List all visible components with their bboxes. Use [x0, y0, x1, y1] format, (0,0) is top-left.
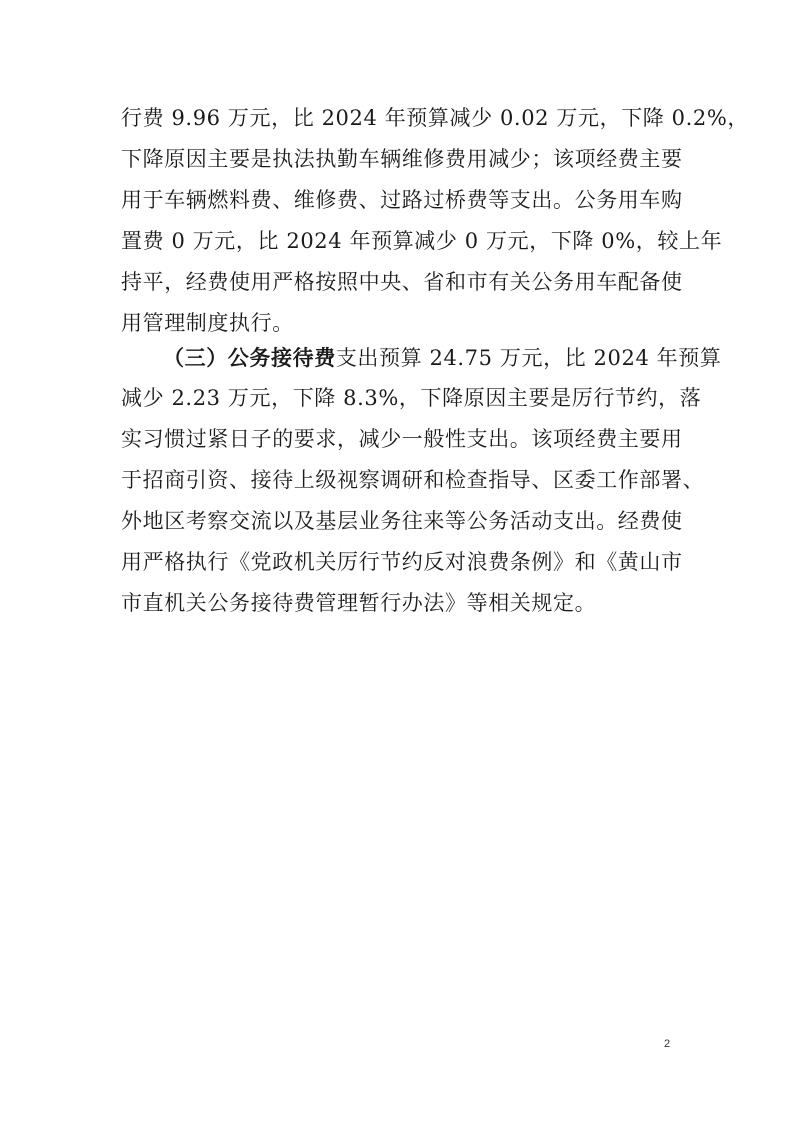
text-line: 用于车辆燃料费、维修费、过路过桥费等支出。公务用车购 — [121, 188, 683, 212]
text-line: 持平，经费使用严格按照中央、省和市有关公务用车配备使 — [121, 270, 683, 294]
section-heading: （三）公务接待费 — [163, 345, 336, 370]
text-line: 行费 9.96 万元，比 2024 年预算减少 0.02 万元，下降 0.2%， — [121, 106, 750, 130]
page-number: 2 — [664, 1038, 671, 1050]
text-line: 于招商引资、接待上级视察调研和检查指导、区委工作部署、 — [121, 468, 705, 492]
text-line: 用严格执行《党政机关厉行节约反对浪费条例》和《黄山市 — [121, 550, 683, 574]
text-line: 实习惯过紧日子的要求，减少一般性支出。该项经费主要用 — [121, 427, 683, 451]
text-line: 置费 0 万元，比 2024 年预算减少 0 万元，下降 0%，较上年 — [121, 229, 723, 253]
text-line: 市直机关公务接待费管理暂行办法》等相关规定。 — [121, 591, 597, 615]
paragraph-reception-expenses — [121, 337, 722, 624]
text-line-rest: 支出预算 24.75 万元，比 2024 年预算 — [335, 346, 722, 370]
text-line-first — [121, 337, 722, 378]
text-line: 减少 2.23 万元，下降 8.3%，下降原因主要是厉行节约，落 — [121, 386, 702, 410]
text-line: 外地区考察交流以及基层业务往来等公务活动支出。经费使 — [121, 509, 683, 533]
text-line: 用管理制度执行。 — [121, 311, 294, 335]
text-line: 下降原因主要是执法执勤车辆维修费用减少；该项经费主要 — [121, 147, 683, 171]
paragraph-vehicle-expenses — [121, 98, 750, 344]
